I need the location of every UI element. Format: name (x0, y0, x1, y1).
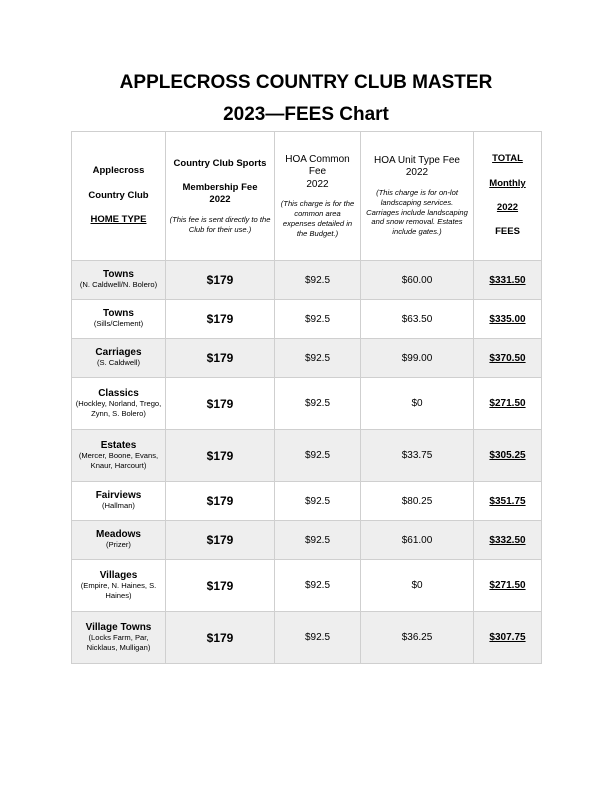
header-sports-fee (166, 132, 275, 261)
header-total-line4: FEES (495, 226, 520, 238)
document-title-line1: APPLECROSS COUNTRY CLUB MASTER (119, 72, 493, 93)
fees-table (71, 131, 542, 664)
home-type-streets: (Empire, N. Haines, S. Haines) (80, 580, 157, 600)
table-row (72, 482, 542, 521)
table-row (72, 261, 542, 300)
table-row (72, 339, 542, 378)
home-type-name: Villages (99, 569, 138, 581)
unit-fee-cell: $0 (361, 560, 474, 612)
home-type-name: Towns (103, 308, 134, 320)
sports-fee-cell: $179 (166, 612, 275, 664)
unit-fee-cell: $60.00 (361, 261, 474, 300)
header-sports-line1: Country Club Sports (173, 157, 267, 169)
sports-fee-cell: $179 (166, 430, 275, 482)
common-fee-cell: $92.5 (275, 612, 361, 664)
home-type-name: Fairviews (95, 490, 142, 502)
header-hoa-unit-fee (361, 132, 474, 261)
common-fee-cell: $92.5 (275, 339, 361, 378)
home-type-name: Village Towns (85, 621, 152, 633)
common-fee-cell: $92.5 (275, 430, 361, 482)
header-sports-line3: 2022 (209, 194, 231, 206)
header-common-note: (This charge is for the common area expenses detailed in the Budget.) (280, 199, 355, 238)
sports-fee-cell: $179 (166, 378, 275, 430)
home-type-cell (72, 521, 166, 560)
home-type-cell (72, 430, 166, 482)
unit-fee-cell: $63.50 (361, 300, 474, 339)
header-home-type-line2: Country Club (88, 189, 149, 201)
home-type-cell (72, 300, 166, 339)
total-fee-cell: $332.50 (474, 521, 542, 560)
header-total-line1: TOTAL (492, 153, 523, 165)
header-unit-line1: HOA Unit Type Fee (374, 154, 460, 166)
sports-fee-cell: $179 (166, 261, 275, 300)
header-unit-note: (This charge is for on-lot landscaping services. Carriages include landscaping and snow removal. Estates include gates.) (366, 187, 468, 237)
home-type-name: Carriages (95, 347, 142, 359)
total-fee-cell: $351.75 (474, 482, 542, 521)
sports-fee-cell: $179 (166, 339, 275, 378)
header-home-type (72, 132, 166, 261)
sports-fee-cell: $179 (166, 521, 275, 560)
header-common-line1: HOA Common (285, 153, 350, 165)
common-fee-cell: $92.5 (275, 560, 361, 612)
unit-fee-cell: $80.25 (361, 482, 474, 521)
unit-fee-cell: $61.00 (361, 521, 474, 560)
home-type-streets: (N. Caldwell/N. Bolero) (79, 280, 158, 290)
home-type-cell (72, 612, 166, 664)
table-row (72, 430, 542, 482)
home-type-streets: (Locks Farm, Par, Nicklaus, Mulligan) (86, 632, 151, 652)
header-unit-line2: 2022 (405, 167, 429, 179)
header-common-line3: 2022 (306, 178, 329, 190)
home-type-streets: (Mercer, Boone, Evans, Knaur, Harcourt) (78, 450, 159, 470)
home-type-cell (72, 560, 166, 612)
unit-fee-cell: $36.25 (361, 612, 474, 664)
common-fee-cell: $92.5 (275, 482, 361, 521)
header-sports-note: (This fee is sent directly to the Club for their use.) (169, 214, 271, 234)
document-title-line2: 2023—FEES Chart (223, 104, 389, 125)
unit-fee-cell: $99.00 (361, 339, 474, 378)
sports-fee-cell: $179 (166, 482, 275, 521)
common-fee-cell: $92.5 (275, 521, 361, 560)
home-type-name: Classics (98, 387, 139, 399)
header-common-line2: Fee (308, 166, 327, 178)
home-type-name: Meadows (95, 529, 141, 541)
header-total-line3: 2022 (496, 202, 519, 213)
home-type-cell (72, 261, 166, 300)
header-home-type-line1: Applecross (92, 165, 145, 177)
total-fee-cell: $307.75 (474, 612, 542, 664)
header-row (72, 132, 542, 261)
home-type-streets: (Hallman) (102, 501, 135, 511)
home-type-cell (72, 339, 166, 378)
total-fee-cell: $331.50 (474, 261, 542, 300)
total-fee-cell: $271.50 (474, 560, 542, 612)
header-sports-line2: Membership Fee (182, 181, 258, 193)
home-type-cell (72, 378, 166, 430)
header-home-type-line3: HOME TYPE (90, 214, 147, 226)
total-fee-cell: $305.25 (474, 430, 542, 482)
home-type-cell (72, 482, 166, 521)
header-hoa-common-fee (275, 132, 361, 261)
sports-fee-cell: $179 (166, 300, 275, 339)
common-fee-cell: $92.5 (275, 261, 361, 300)
table-row (72, 300, 542, 339)
sports-fee-cell: $179 (166, 560, 275, 612)
common-fee-cell: $92.5 (275, 378, 361, 430)
unit-fee-cell: $33.75 (361, 430, 474, 482)
home-type-streets: (Prizer) (106, 540, 131, 550)
table-row (72, 560, 542, 612)
header-total-line2: Monthly (489, 177, 526, 189)
total-fee-cell: $271.50 (474, 378, 542, 430)
home-type-streets: (Sills/Clement) (93, 319, 144, 329)
home-type-streets: (Hockley, Norland, Trego, Zynn, S. Bolero) (75, 398, 162, 418)
total-fee-cell: $335.00 (474, 300, 542, 339)
unit-fee-cell: $0 (361, 378, 474, 430)
home-type-name: Estates (100, 439, 137, 451)
header-total-fees (474, 132, 542, 261)
home-type-streets: (S. Caldwell) (96, 358, 141, 368)
total-fee-cell: $370.50 (474, 339, 542, 378)
table-row (72, 521, 542, 560)
home-type-name: Towns (103, 269, 134, 281)
table-row (72, 378, 542, 430)
table-row (72, 612, 542, 664)
common-fee-cell: $92.5 (275, 300, 361, 339)
